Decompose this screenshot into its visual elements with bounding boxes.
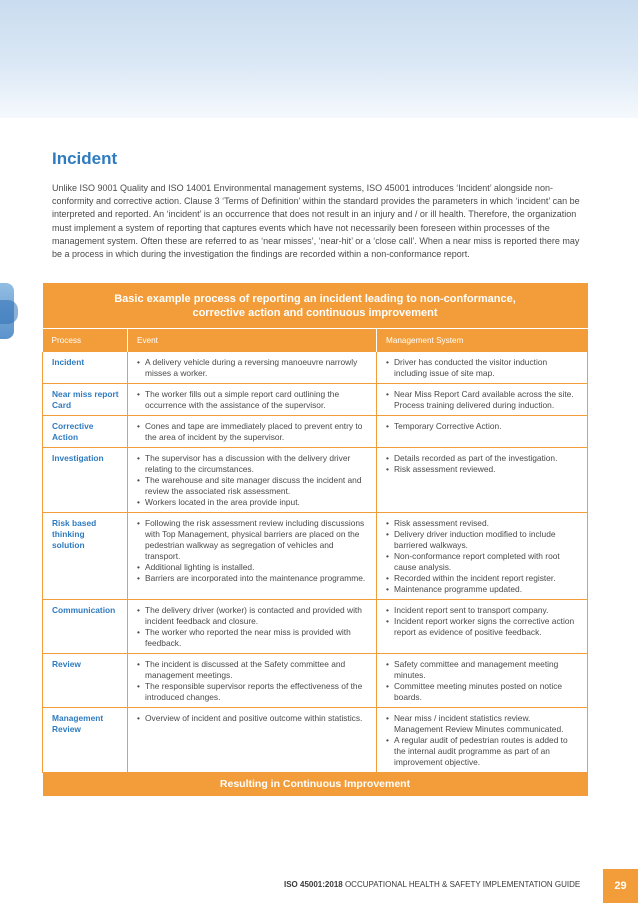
management-cell <box>377 352 588 384</box>
bullet-list <box>386 713 579 768</box>
side-decoration-accent <box>0 300 18 324</box>
bullet-item: • Incident report worker signs the corrective action report as evidence of positive feedback. <box>386 616 579 638</box>
bullet-item: • Overview of incident and positive outcome within statistics. <box>137 713 368 724</box>
bullet-list <box>137 518 368 584</box>
bullet-list <box>386 518 579 595</box>
page-footer <box>284 880 584 889</box>
bullet-list <box>137 453 368 508</box>
event-cell <box>128 384 377 416</box>
column-header-event: Event <box>128 329 377 353</box>
bullet-list <box>386 659 579 703</box>
management-cell <box>377 384 588 416</box>
bullet-item: • A regular audit of pedestrian routes is added to the internal audit programme as part of an improvement objective. <box>386 735 579 768</box>
table-row <box>43 513 588 600</box>
footer-guide-title: OCCUPATIONAL HEALTH & SAFETY IMPLEMENTATION GUIDE <box>344 880 581 889</box>
bullet-item: • Near Miss Report Card available across the site. Process training delivered during induction. <box>386 389 579 411</box>
bullet-item: • A delivery vehicle during a reversing manoeuvre narrowly misses a worker. <box>137 357 368 379</box>
bullet-item: • Workers located in the area provide input. <box>137 497 368 508</box>
bullet-list <box>137 713 368 724</box>
event-cell <box>128 708 377 773</box>
bullet-item: • Risk assessment reviewed. <box>386 464 579 475</box>
table-title-row <box>43 283 588 329</box>
event-cell <box>128 600 377 654</box>
table-footer-row <box>43 773 588 797</box>
incident-process-table <box>42 283 588 796</box>
bullet-item: • The supervisor has a discussion with the delivery driver relating to the circumstances. <box>137 453 368 475</box>
management-cell <box>377 448 588 513</box>
bullet-item: • Additional lighting is installed. <box>137 562 368 573</box>
bullet-item: • Risk assessment revised. <box>386 518 579 529</box>
bullet-item: • The worker fills out a simple report card outlining the occurrence with the assistance of the supervisor. <box>137 389 368 411</box>
bullet-list <box>386 453 579 475</box>
footer-standard: ISO 45001:2018 <box>284 880 343 889</box>
bullet-list <box>386 357 579 379</box>
bullet-list <box>386 389 579 411</box>
bullet-item: • Near miss / incident statistics review. Management Review Minutes communicated. <box>386 713 579 735</box>
process-cell: Review <box>43 654 128 708</box>
table-row <box>43 448 588 513</box>
process-cell: Corrective Action <box>43 416 128 448</box>
table-row <box>43 384 588 416</box>
bullet-list <box>137 421 368 443</box>
management-cell <box>377 654 588 708</box>
bullet-item: • Driver has conducted the visitor induction including issue of site map. <box>386 357 579 379</box>
bullet-item: • Non-conformance report completed with root cause analysis. <box>386 551 579 573</box>
bullet-item: • Maintenance programme updated. <box>386 584 579 595</box>
table-header-row <box>43 329 588 353</box>
bullet-item: • The delivery driver (worker) is contacted and provided with incident feedback and closure. <box>137 605 368 627</box>
table-row <box>43 708 588 773</box>
process-cell: Risk based thinking solution <box>43 513 128 600</box>
column-header-process: Process <box>43 329 128 353</box>
process-cell: Communication <box>43 600 128 654</box>
bullet-item: • Recorded within the incident report register. <box>386 573 579 584</box>
section-title: Incident <box>52 149 118 168</box>
column-header-management-system: Management System <box>377 329 588 353</box>
process-cell: Near miss report Card <box>43 384 128 416</box>
table-row <box>43 600 588 654</box>
bullet-item: • Incident report sent to transport company. <box>386 605 579 616</box>
bullet-item: • Safety committee and management meeting minutes. <box>386 659 579 681</box>
event-cell <box>128 654 377 708</box>
process-cell: Incident <box>43 352 128 384</box>
management-cell <box>377 600 588 654</box>
table-row <box>43 352 588 384</box>
table-title-line1: Basic example process of reporting an incident leading to non-conformance, <box>114 293 516 305</box>
event-cell <box>128 352 377 384</box>
event-cell <box>128 513 377 600</box>
table-row <box>43 416 588 448</box>
management-cell <box>377 708 588 773</box>
management-cell <box>377 416 588 448</box>
bullet-item: • The warehouse and site manager discuss the incident and review the associated risk assessment. <box>137 475 368 497</box>
process-cell: Management Review <box>43 708 128 773</box>
management-cell <box>377 513 588 600</box>
bullet-item: • Barriers are incorporated into the maintenance programme. <box>137 573 368 584</box>
bullet-item: • The incident is discussed at the Safety committee and management meetings. <box>137 659 368 681</box>
header-banner <box>0 0 638 118</box>
bullet-list <box>386 605 579 638</box>
process-cell: Investigation <box>43 448 128 513</box>
table-footer: Resulting in Continuous Improvement <box>43 773 588 797</box>
bullet-item: • The responsible supervisor reports the effectiveness of the introduced changes. <box>137 681 368 703</box>
table-row <box>43 654 588 708</box>
bullet-list <box>137 659 368 703</box>
intro-paragraph: Unlike ISO 9001 Quality and ISO 14001 Environmental management systems, ISO 45001 introduces ‘Incident’ alongside non-conformity and corrective action. Clause 3 ‘Terms of Definition’ within the standard provides the parameters in which ‘incident’ can be interpreted and reported. An ‘incident’ is an occurrence that does not result in an injury and / or ill health. Therefore, the organization must implement a system of reporting that captures events which have not necessarily been foreseen within processes of the management system. Often these are referred to as ‘near misses’, ‘near-hit’ or a ‘close call’. When a near miss is reported there may be a process in which during the investigation the findings are recorded within a non-conformance report. <box>52 183 580 260</box>
bullet-item: • Temporary Corrective Action. <box>386 421 579 432</box>
bullet-list <box>137 389 368 411</box>
bullet-list <box>137 357 368 379</box>
bullet-list <box>137 605 368 649</box>
table-title <box>43 283 588 329</box>
bullet-item: • Details recorded as part of the investigation. <box>386 453 579 464</box>
bullet-item: • The worker who reported the near miss is provided with feedback. <box>137 627 368 649</box>
event-cell <box>128 416 377 448</box>
page-number: 29 <box>603 869 638 903</box>
bullet-item: • Following the risk assessment review including discussions with Top Management, physical barriers are placed on the pedestrian walkway as segregation of vehicles and transport. <box>137 518 368 562</box>
bullet-item: • Delivery driver induction modified to include barriered walkways. <box>386 529 579 551</box>
table-title-line2: corrective action and continuous improvement <box>192 307 438 319</box>
bullet-item: • Committee meeting minutes posted on notice boards. <box>386 681 579 703</box>
event-cell <box>128 448 377 513</box>
bullet-list <box>386 421 579 432</box>
bullet-item: • Cones and tape are immediately placed to prevent entry to the area of incident by the supervisor. <box>137 421 368 443</box>
